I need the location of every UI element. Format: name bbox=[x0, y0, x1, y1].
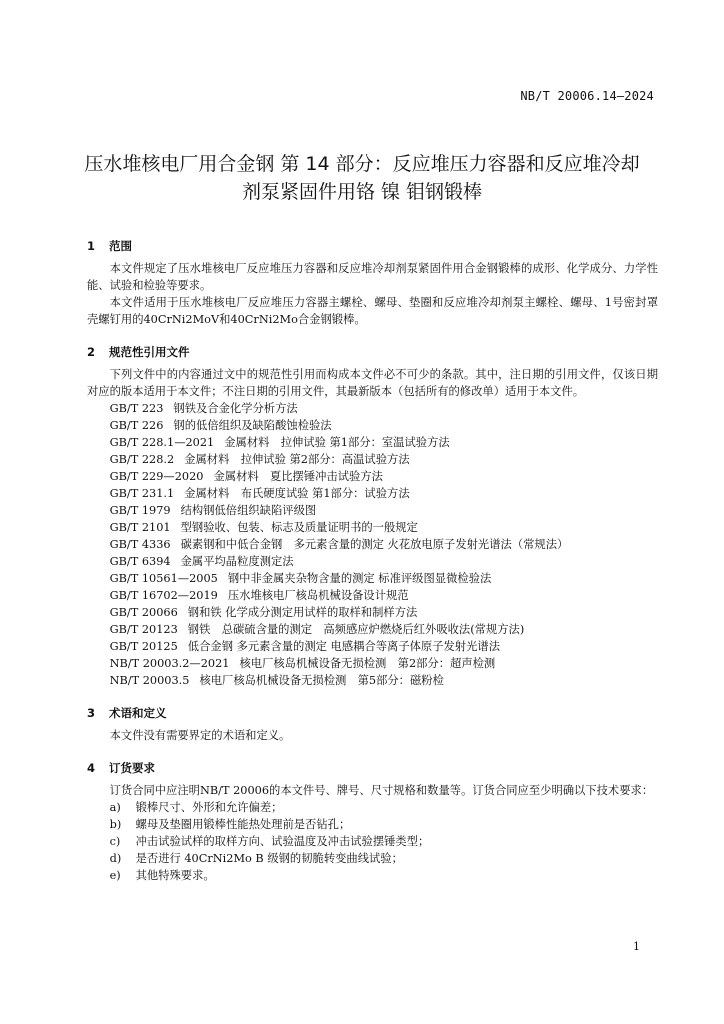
reference-item bbox=[87, 400, 658, 417]
section-number: 3 bbox=[87, 706, 96, 720]
reference-code: GB/T 4336 bbox=[109, 538, 171, 551]
reference-item bbox=[87, 672, 658, 689]
reference-name: 钢的低倍组织及缺陷酸蚀检验法 bbox=[173, 419, 332, 432]
reference-code: GB/T 226 bbox=[109, 419, 164, 432]
reference-name: 低合金钢 多元素含量的测定 电感耦合等离子体原子发射光谱法 bbox=[187, 640, 500, 653]
reference-name: 钢铁 总碳硫含量的测定 高频感应炉燃烧后红外吸收法(常规方法) bbox=[187, 623, 525, 636]
requirement-list bbox=[87, 799, 658, 884]
reference-item bbox=[87, 553, 658, 570]
reference-code: GB/T 16702—2019 bbox=[109, 589, 218, 602]
reference-item bbox=[87, 434, 658, 451]
standard-code: NB/T 20006.14—2024 bbox=[520, 89, 654, 103]
reference-code: GB/T 2101 bbox=[109, 521, 171, 534]
reference-item bbox=[87, 502, 658, 519]
section-title: 术语和定义 bbox=[109, 706, 167, 720]
section-heading-terms bbox=[87, 705, 658, 722]
reference-code: GB/T 1979 bbox=[109, 504, 171, 517]
reference-name: 型钢验收、包装、标志及质量证明书的一般规定 bbox=[180, 521, 418, 534]
reference-name: 压水堆核电厂核岛机械设备设计规范 bbox=[227, 589, 409, 602]
reference-code: GB/T 20125 bbox=[109, 640, 178, 653]
section-number: 2 bbox=[87, 345, 96, 359]
reference-code: GB/T 228.2 bbox=[109, 453, 175, 466]
section-number: 1 bbox=[87, 239, 96, 253]
reference-code: GB/T 20123 bbox=[109, 623, 178, 636]
requirement-item bbox=[87, 833, 658, 850]
reference-code: GB/T 229—2020 bbox=[109, 470, 204, 483]
reference-item bbox=[87, 587, 658, 604]
reference-item bbox=[87, 468, 658, 485]
scope-paragraph-1: 本文件规定了压水堆核电厂反应堆压力容器和反应堆冷却剂泵紧固件用合金钢锻棒的成形、化学成分、力学性能、试验和检验等要求。 bbox=[87, 262, 658, 292]
reference-item bbox=[87, 519, 658, 536]
reference-name: 结构钢低倍组织缺陷评级图 bbox=[180, 504, 317, 517]
reference-name: 金属材料 夏比摆锤冲击试验方法 bbox=[213, 470, 383, 483]
document-title bbox=[60, 150, 664, 206]
reference-item bbox=[87, 655, 658, 672]
order-intro: 订货合同中应注明NB/T 20006的本文件号、牌号、尺寸规格和数量等。订货合同应至少明确以下技术要求： bbox=[109, 784, 654, 797]
item-text: 是否进行 40CrNi2Mo B 级钢的韧脆转变曲线试验； bbox=[135, 852, 403, 865]
requirement-item bbox=[87, 867, 658, 884]
section-title: 范围 bbox=[109, 239, 132, 253]
section-heading-scope bbox=[87, 238, 658, 255]
reference-item bbox=[87, 621, 658, 638]
title-line-1: 压水堆核电厂用合金钢 第 14 部分：反应堆压力容器和反应堆冷却 bbox=[84, 153, 640, 175]
reference-code: GB/T 20066 bbox=[109, 606, 178, 619]
reference-item bbox=[87, 417, 658, 434]
reference-list bbox=[87, 400, 658, 689]
document-body bbox=[87, 238, 658, 884]
reference-code: GB/T 6394 bbox=[109, 555, 171, 568]
item-marker: e) bbox=[109, 869, 121, 882]
reference-item bbox=[87, 570, 658, 587]
section-title: 订货要求 bbox=[109, 761, 155, 775]
title-line-2: 剂泵紧固件用铬 镍 钼钢锻棒 bbox=[241, 181, 483, 203]
reference-name: 碳素钢和中低合金钢 多元素含量的测定 火花放电原子发射光谱法（常规法） bbox=[180, 538, 569, 551]
reference-code: GB/T 223 bbox=[109, 402, 164, 415]
reference-code: NB/T 20003.2—2021 bbox=[109, 657, 230, 670]
reference-code: GB/T 231.1 bbox=[109, 487, 175, 500]
section-heading-normative-references bbox=[87, 344, 658, 361]
section-heading-order-requirements bbox=[87, 760, 658, 777]
reference-name: 金属平均晶粒度测定法 bbox=[180, 555, 294, 568]
reference-item bbox=[87, 451, 658, 468]
section-number: 4 bbox=[87, 761, 96, 775]
reference-name: 钢铁及合金化学分析方法 bbox=[173, 402, 298, 415]
requirement-item bbox=[87, 816, 658, 833]
reference-item bbox=[87, 604, 658, 621]
reference-name: 钢中非金属夹杂物含量的测定 标准评级图显微检验法 bbox=[227, 572, 492, 585]
reference-item bbox=[87, 485, 658, 502]
page-number: 1 bbox=[633, 940, 640, 953]
terms-paragraph: 本文件没有需要界定的术语和定义。 bbox=[109, 729, 291, 742]
requirement-item bbox=[87, 799, 658, 816]
item-text: 锻棒尺寸、外形和允许偏差； bbox=[135, 801, 283, 814]
scope-paragraph-2: 本文件适用于压水堆核电厂反应堆压力容器主螺栓、螺母、垫圈和反应堆冷却剂泵主螺栓、螺母、1号密封罩壳螺钉用的40CrNi2MoV和40CrNi2Mo合金钢锻棒。 bbox=[87, 296, 658, 326]
item-marker: c) bbox=[109, 835, 121, 848]
item-marker: b) bbox=[109, 818, 122, 831]
reference-code: GB/T 228.1—2021 bbox=[109, 436, 215, 449]
reference-name: 金属材料 布氏硬度试验 第1部分：试验方法 bbox=[184, 487, 410, 500]
reference-name: 核电厂核岛机械设备无损检测 第5部分：磁粉检 bbox=[199, 674, 444, 687]
reference-item bbox=[87, 536, 658, 553]
item-marker: d) bbox=[109, 852, 122, 865]
references-intro: 下列文件中的内容通过文中的规范性引用而构成本文件必不可少的条款。其中，注日期的引用文件，仅该日期对应的版本适用于本文件；不注日期的引用文件，其最新版本（包括所有的修改单）适用于本文件。 bbox=[87, 368, 658, 398]
reference-name: 钢和铁 化学成分测定用试样的取样和制样方法 bbox=[187, 606, 418, 619]
requirement-item bbox=[87, 850, 658, 867]
reference-code: GB/T 10561—2005 bbox=[109, 572, 218, 585]
reference-name: 金属材料 拉伸试验 第2部分：高温试验方法 bbox=[184, 453, 410, 466]
section-title: 规范性引用文件 bbox=[109, 345, 190, 359]
reference-name: 核电厂核岛机械设备无损检测 第2部分：超声检测 bbox=[239, 657, 496, 670]
item-text: 螺母及垫圈用锻棒性能热处理前是否钻孔； bbox=[135, 818, 351, 831]
reference-item bbox=[87, 638, 658, 655]
item-text: 其他特殊要求。 bbox=[135, 869, 215, 882]
item-text: 冲击试验试样的取样方向、试验温度及冲击试验摆锤类型； bbox=[135, 835, 430, 848]
reference-code: NB/T 20003.5 bbox=[109, 674, 190, 687]
reference-name: 金属材料 拉伸试验 第1部分：室温试验方法 bbox=[224, 436, 450, 449]
item-marker: a) bbox=[109, 801, 121, 814]
